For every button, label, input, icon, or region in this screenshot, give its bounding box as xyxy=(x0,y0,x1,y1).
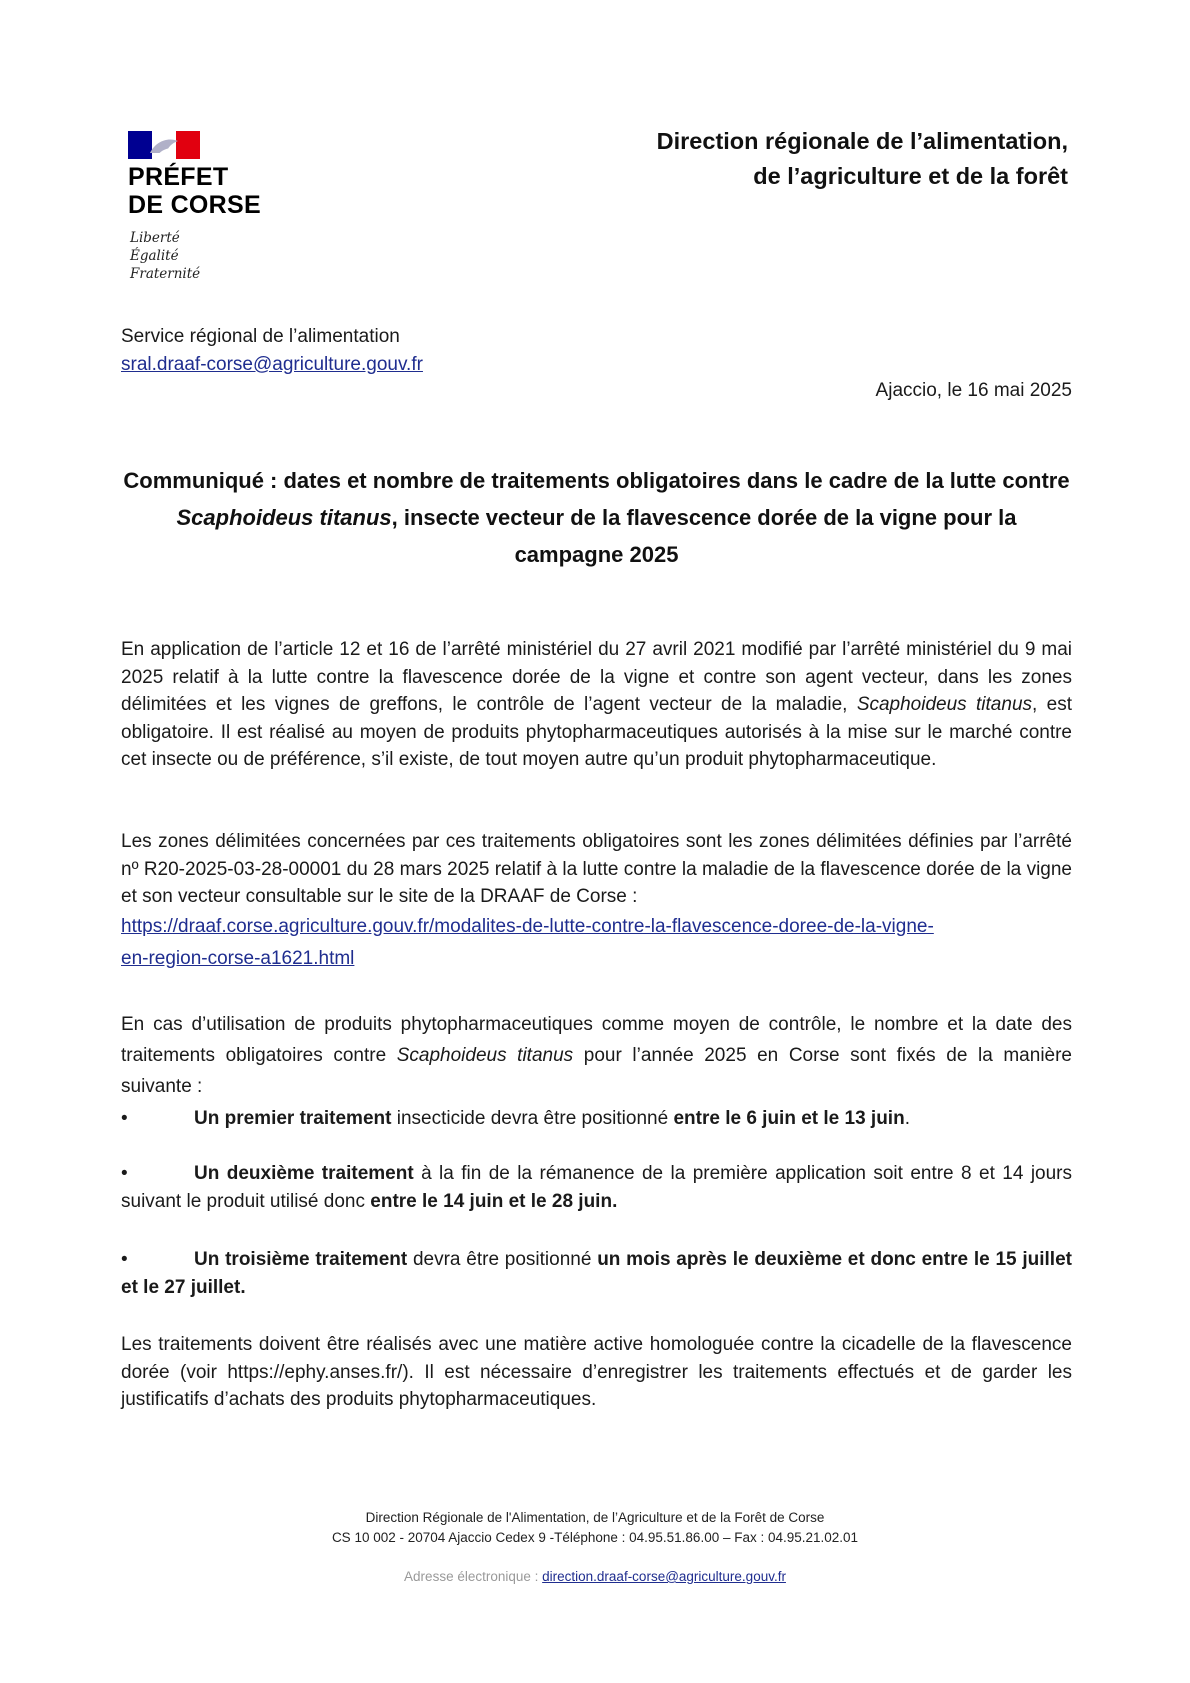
motto-liberte: Liberté xyxy=(130,230,180,246)
footer-email-label: Adresse électronique : xyxy=(404,1569,543,1584)
bullet-bold-label: Un deuxième traitement xyxy=(194,1163,414,1184)
title-part1: Communiqué : dates et nombre de traitements obligatoires dans le cadre de la lutte contre xyxy=(123,468,1070,493)
motto-fraternite: Fraternité xyxy=(130,266,201,282)
logo-title-line1: PRÉFET xyxy=(128,163,229,191)
para3-part2: pour l’année 2025 en Corse sont fixés de la manière suivante : xyxy=(121,1045,1072,1097)
bullet-bold-label: Un premier traitement xyxy=(194,1108,392,1129)
bullet-text: insecticide devra être positionné xyxy=(391,1108,674,1129)
document-date: Ajaccio, le 16 mai 2025 xyxy=(875,380,1072,401)
draaf-link-line2: en-region-corse-a1621.html xyxy=(121,947,355,969)
para3-part1: En cas d’utilisation de produits phytopharmaceutiques comme moyen de contrôle, le nombre et la date des traitements obligatoires contre xyxy=(121,1014,1072,1066)
direction-line1: Direction régionale de l’alimentation, xyxy=(656,128,1068,154)
footer-address xyxy=(0,1508,1190,1548)
paragraph-usage xyxy=(121,1009,1072,1102)
bullet-dot: • xyxy=(121,1249,128,1270)
service-email-link[interactable]: sral.draaf-corse@agriculture.gouv.fr xyxy=(121,354,423,375)
list-item xyxy=(121,1160,1072,1215)
bullet-dot: • xyxy=(121,1108,128,1129)
footer-line2: CS 10 002 - 20704 Ajaccio Cedex 9 -Téléphone : 04.95.51.86.00 – Fax : 04.95.21.02.01 xyxy=(331,1530,859,1545)
logo-title-line2: DE CORSE xyxy=(128,191,261,219)
paragraph-requirements: Les traitements doivent être réalisés avec une matière active homologuée contre la cicadelle de la flavescence dorée (voir https://ephy.anses.fr/). Il est nécessaire d’enregistrer les traitements effectués et de garder les justificatifs d’achats des produits phytopharmaceutiques. xyxy=(121,1334,1072,1410)
direction-line2: de l’agriculture et de la forêt xyxy=(753,163,1068,189)
logo-title xyxy=(128,163,261,219)
service-name: Service régional de l’alimentation xyxy=(121,326,400,347)
bullet-bold-dates: un mois après le deuxième et donc entre le 15 juillet et le 27 juillet. xyxy=(121,1249,1072,1298)
bullet-bold-dates: entre le 14 juin et le 28 juin. xyxy=(370,1190,618,1212)
republic-motto xyxy=(130,229,200,283)
direction-header xyxy=(657,124,1068,194)
footer-email-link[interactable]: direction.draaf-corse@agriculture.gouv.fr xyxy=(542,1569,786,1584)
para1-part2: , est obligatoire. Il est réalisé au moyen de produits phytopharmaceutiques autorisés à la mise sur le marché contre cet insecte ou de préférence, s’il existe, de tout moyen autre qu’un produit phytopharmaceutique. xyxy=(121,694,1072,770)
service-block xyxy=(121,323,423,379)
title-species: Scaphoideus titanus xyxy=(176,505,392,530)
list-item xyxy=(121,1246,1072,1301)
draaf-link-line1: https://draaf.corse.agriculture.gouv.fr/modalites-de-lutte-contre-la-flavescence-doree-de-la-vigne- xyxy=(121,915,934,937)
para3-species: Scaphoideus titanus xyxy=(396,1045,574,1066)
para1-species: Scaphoideus titanus xyxy=(856,694,1033,715)
motto-egalite: Égalité xyxy=(130,248,179,264)
para2-text: Les zones délimitées concernées par ces traitements obligatoires sont les zones délimitées définies par l’arrêté nº R20-2025-03-28-00001 du 28 mars 2025 relatif à la lutte contre la maladie de la flavescence dorée de la vigne et son vecteur consultable sur le site de la DRAAF de Corse : xyxy=(121,831,1072,907)
bullet-bold-dates: entre le 6 juin et le 13 juin xyxy=(673,1108,905,1129)
bullet-text: devra être positionné xyxy=(407,1249,598,1270)
paragraph-zones xyxy=(121,828,1072,975)
marianne-flag-icon xyxy=(128,131,200,159)
list-item xyxy=(121,1105,1072,1133)
para1-part1: En application de l’article 12 et 16 de l’arrêté ministériel du 27 avril 2021 modifié par l’arrêté ministériel du 9 mai 2025 relatif à la lutte contre la flavescence dorée de la vigne et contre son agent vecteur, dans les zones délimitées et les vignes de greffons, le contrôle de l’agent vecteur de la maladie, xyxy=(121,639,1072,715)
bullet-text: à la fin de la rémanence de la première application soit entre 8 et 14 jours suivant le produit utilisé donc xyxy=(121,1163,1072,1212)
paragraph-application xyxy=(121,636,1072,774)
draaf-link[interactable] xyxy=(121,916,934,969)
bullet-bold-label: Un troisième traitement xyxy=(194,1249,408,1270)
footer-email xyxy=(0,1567,1190,1587)
bullet-dot: • xyxy=(121,1163,128,1184)
footer-line1: Direction Régionale de l'Alimentation, de l’Agriculture et de la Forêt de Corse xyxy=(365,1510,825,1525)
communique-title xyxy=(121,462,1072,573)
bullet-text-end: . xyxy=(904,1108,910,1129)
title-part2: , insecte vecteur de la flavescence dorée de la vigne pour la campagne 2025 xyxy=(391,505,1017,567)
